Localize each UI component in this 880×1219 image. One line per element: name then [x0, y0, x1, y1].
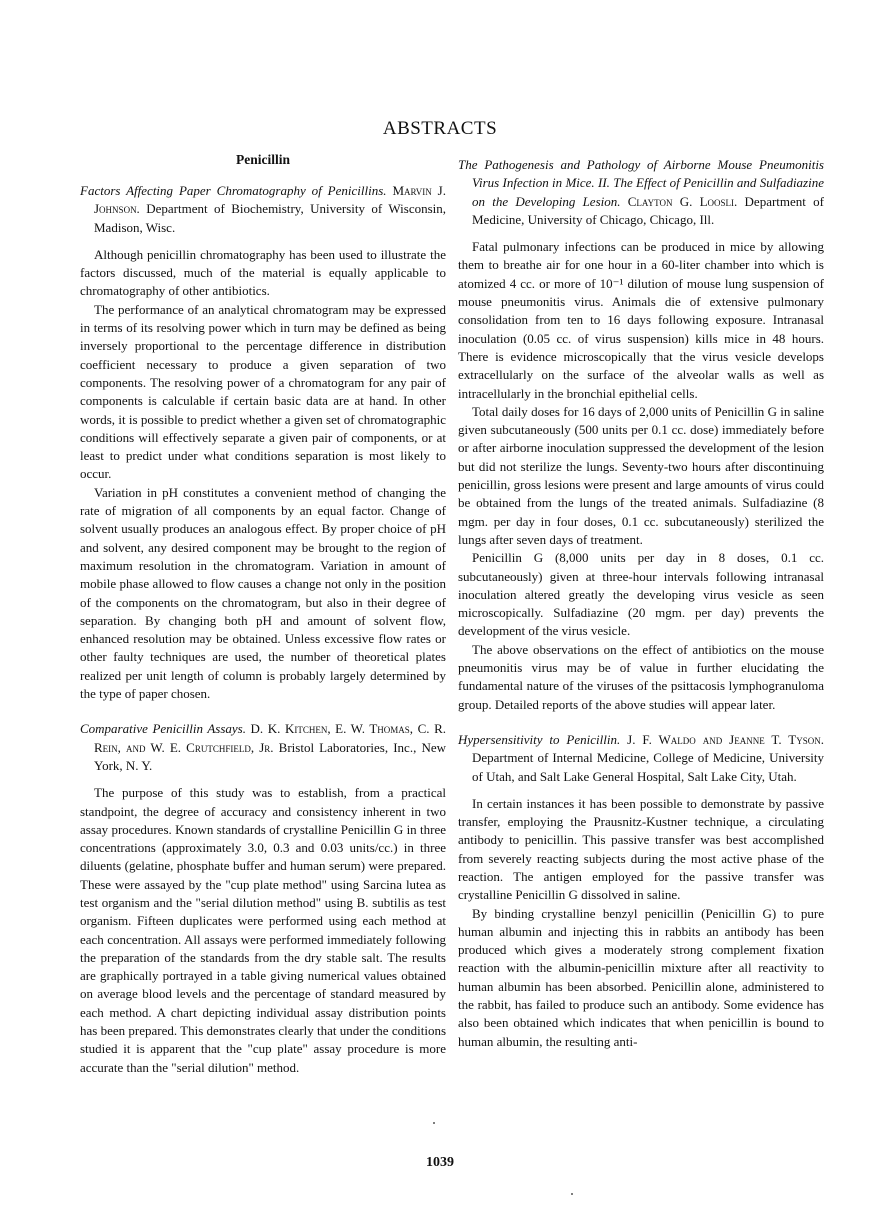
print-speck — [433, 1122, 435, 1124]
abstract-2 — [80, 720, 446, 1077]
abstract-4-authors: J. F. Waldo and Jeanne T. Tyson. — [627, 731, 824, 747]
page-heading: ABSTRACTS — [382, 118, 498, 139]
abstract-2-header — [80, 720, 446, 775]
abstract-3-paragraph-2: Total daily doses for 16 days of 2,000 units of Penicillin G in saline given subcutaneously (500 units per 0.1 cc. dose) immediately before or after airborne inoculation suppressed the development of the lesion but did not sterilize the lungs. Seventy-two hours after discontinuing penicillin, gross lesions were present and large amounts of virus could be obtained from the lungs of the treated animals. Sulfadiazine (8 mgm. per day in four doses, 0.1 cc. subcutaneously) sterilized the lungs after seven days of treatment. — [458, 403, 824, 547]
abstract-2-affiliation: Bristol Laboratories, Inc., New York, N. Y. — [94, 739, 446, 773]
abstract-1-paragraph-1: Although penicillin chromatography has been used to illustrate the factors discussed, much of the material is equally applicable to chromatography of other antibiotics. — [80, 246, 446, 299]
abstract-4-paragraph-2: By binding crystalline benzyl penicillin (Penicillin G) to pure human albumin and injecting this in rabbits an antibody has been produced which gives a moderately strong complement fixation reaction with the albumin-penicillin mixture after all reactivity to human albumin has been absorbed. Penicillin alone, administered to the rabbit, has failed to produce such an antibody. Some evidence has also been obtained which indicates that when penicillin is bound to human albumin, the resulting anti- — [458, 905, 824, 1049]
abstract-2-authors: D. K. Kitchen, E. W. Thomas, C. R. Rein, and W. E. Crutchfield, Jr. — [94, 721, 447, 755]
abstract-1-title: Factors Affecting Paper Chromatography of Penicillins. — [80, 183, 387, 198]
abstract-1-header — [80, 182, 446, 237]
abstract-3-paragraph-3: Penicillin G (8,000 units per day in 8 doses, 0.1 cc. subcutaneously) given at three-hour intervals following intranasal inoculation altered greatly the developing virus vesicle as seen microscopically. Sulfadiazine (20 mgm. per day) prevents the development of the virus vesicle. — [458, 550, 824, 639]
abstract-2-title: Comparative Penicillin Assays. — [80, 721, 246, 737]
abstract-3-title: The Pathogenesis and Pathology of Airborne Mouse Pneumonitis Virus Infection in Mice. II. The Effect of Penicillin and Sulfadiazine on the Developing Lesion. — [458, 157, 824, 209]
abstract-2-paragraph-1: The purpose of this study was to establish, from a practical standpoint, the degree of accuracy and consistency inherent in two assay procedures. Known standards of crystalline Penicillin G in three concentrations (approximately 3.0, 0.3 and 0.03 units/cc.) in three diluents (gelatine, phosphate buffer and human serum) were prepared. These were assayed by the "cup plate method" using Sarcina lutea as test organism and the "serial dilution method" using B. subtilis as test organism. Fifteen duplicates were performed using each method at each concentration. All assays were performed immediately following the preparation of the standards from the dry stable salt. The results are graphically portrayed in a table giving numerical values obtained on average blood levels and the percentage of standard measured by each method. A chart depicting individual assay distribution points has been prepared. This demonstrates clearly that under the conditions studied it is apparent that the "cup plate" assay procedure is more accurate than the "serial dilution" method. — [80, 785, 446, 1075]
section-heading: Penicillin — [236, 152, 290, 167]
abstract-1-affiliation: Department of Biochemistry, University of Wisconsin, Madison, Wisc. — [94, 201, 447, 235]
abstract-4-paragraph-1: In certain instances it has been possible to demonstrate by passive transfer, employing the Prausnitz-Kustner technique, a circulating antibody to penicillin. This passive transfer was best accomplished from severely reacting subjects during the most active phase of the reaction. The antigen employed for the passive transfer was crystalline Penicillin G dissolved in saline. — [458, 795, 824, 903]
abstract-1-authors: Marvin J. Johnson. — [94, 183, 446, 217]
right-column — [458, 156, 824, 1051]
abstract-4-title: Hypersensitivity to Penicillin. — [458, 731, 621, 747]
abstract-1 — [80, 182, 446, 703]
abstract-1-paragraph-2: The performance of an analytical chromatogram may be expressed in terms of its resolving power which in turn may be defined as being inversely proportional to the percentage difference in distribution coefficient necessary to produce a given separation of two components. The resolving power of a chromatogram for any pair of components is calculable if certain basic data are at hand. In other words, it is possible to predict whether a given set of chromatographic conditions will effectively separate a given pair of components, or at least to predict under what conditions separation is most likely to occur. — [80, 301, 446, 482]
abstract-3-affiliation: Department of Medicine, University of Chicago, Chicago, Ill. — [472, 193, 824, 227]
print-speck — [571, 1193, 573, 1195]
abstract-3-paragraph-1: Fatal pulmonary infections can be produced in mice by allowing them to breathe air for one hour in a 60-liter chamber into which is atomized 4 cc. or more of 10⁻¹ dilution of mouse lung suspension of mouse pneumonitis virus. Animals die of extensive pulmonary consolidation from ten to 16 days following exposure. Intranasal inoculation (0.05 cc. of virus suspension) kills mice in 48 hours. There is evidence microscopically that the virus vesicle develops extracellularly on the surface of the alveolar walls as well as intracellularly in the bronchial epithelial cells. — [458, 239, 824, 401]
abstract-4 — [458, 731, 824, 1051]
abstract-3 — [458, 156, 824, 714]
abstract-4-header — [458, 731, 824, 786]
abstract-4-affiliation: Department of Internal Medicine, College of Medicine, University of Utah, and Salt Lake General Hospital, Salt Lake City, Utah. — [472, 750, 824, 784]
abstract-3-paragraph-4: The above observations on the effect of antibiotics on the mouse pneumonitis virus may be of value in further elucidating the fundamental nature of the viruses of the psittacosis lymphogranuloma group. Detailed reports of the above studies will appear later. — [458, 641, 824, 712]
abstract-1-paragraph-3: Variation in pH constitutes a convenient method of changing the rate of migration of all components by an equal factor. Change of solvent usually produces an analogous effect. By proper choice of pH and solvent, any desired component may be brought to the region of maximum resolution in the chromatogram. Variation in amount of mobile phase allowed to flow causes a change not only in the position of the components on the chromatogram, but also in their degree of separation. By changing both pH and amount of solvent flow, enhanced resolution may be obtained. Unless excessive flow rates or other faulty techniques are used, the number of theoretical plates realized per unit length of column is probably largely determined by the type of paper chosen. — [80, 484, 446, 702]
left-column — [80, 152, 446, 1077]
abstract-3-authors: Clayton G. Loosli. — [627, 193, 738, 209]
abstract-3-header — [458, 156, 824, 229]
page-number: 1039 — [426, 1155, 454, 1170]
